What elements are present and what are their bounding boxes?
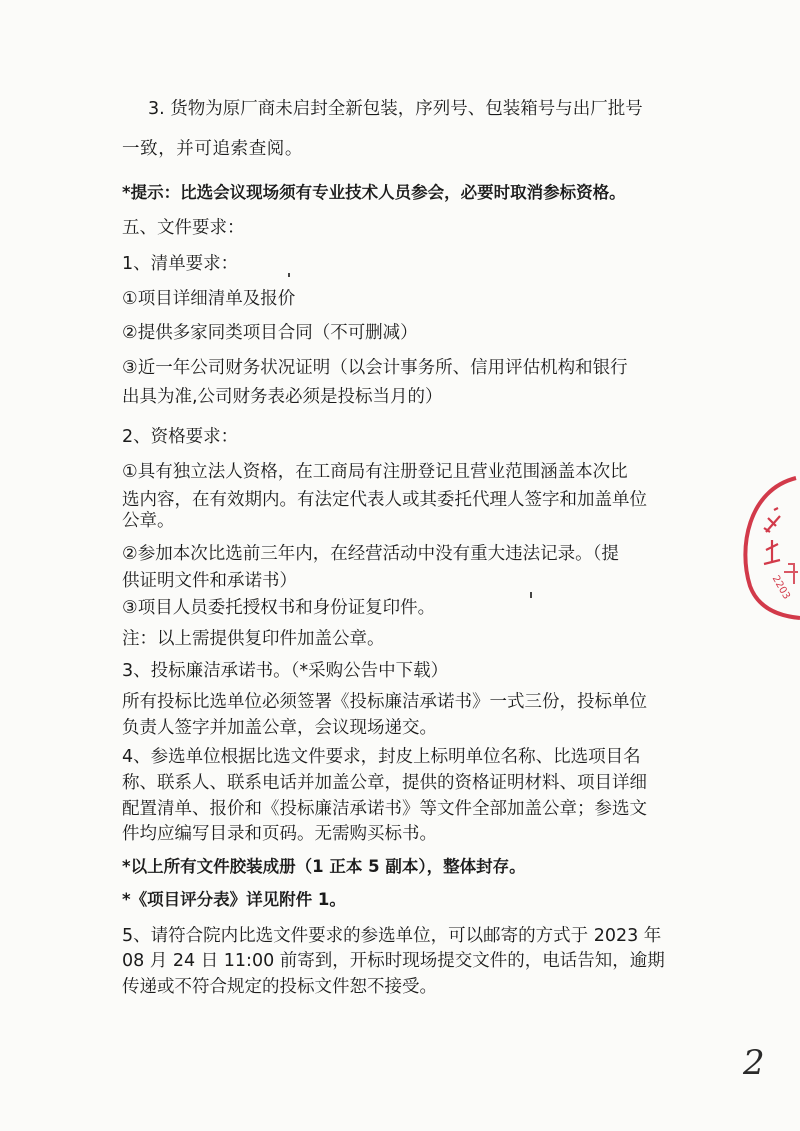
text-line: 选内容，在有效期内。有法定代表人或其委托代理人签字和加盖单位	[122, 490, 647, 510]
page-number: 2	[743, 1043, 765, 1083]
list-item: ②提供多家同类项目合同（不可删减）	[122, 323, 418, 343]
list-item: ③近一年公司财务状况证明（以会计事务所、信用评估机构和银行	[122, 358, 628, 378]
text-line: 供证明文件和承诺书）	[122, 571, 297, 591]
note-line: 注：以上需提供复印件加盖公章。	[122, 629, 385, 649]
subsection-heading: 4、参选单位根据比选文件要求，封皮上标明单位名称、比选项目名	[122, 747, 641, 767]
text-line: 出具为准,公司财务表必须是投标当月的）	[122, 387, 443, 407]
subsection-heading: 1、清单要求：	[122, 254, 239, 274]
scan-speck	[530, 592, 532, 598]
text-line: 配置清单、报价和《投标廉洁承诺书》等文件全部加盖公章；参选文	[122, 799, 647, 819]
list-item: ①项目详细清单及报价	[122, 289, 296, 309]
subsection-heading: 5、请符合院内比选文件要求的参选单位，可以邮寄的方式于 2023 年	[122, 926, 662, 946]
section-heading: 五、文件要求：	[122, 218, 245, 238]
official-seal-stamp	[738, 468, 800, 618]
list-item: ③项目人员委托授权书和身份证复印件。	[122, 598, 436, 618]
text-line: 负责人签字并加盖公章，会议现场递交。	[122, 718, 437, 738]
scan-speck	[288, 273, 290, 277]
subsection-heading: 3、投标廉洁承诺书。（*采购公告中下载）	[122, 661, 449, 681]
seal-date: 2203	[769, 573, 792, 602]
emphasis-line: *以上所有文件胶装成册（1 正本 5 副本），整体封存。	[122, 857, 526, 876]
text-line: 件均应编写目录和页码。无需购买标书。	[122, 824, 437, 844]
text-line: 所有投标比选单位必须签署《投标廉洁承诺书》一式三份，投标单位	[122, 692, 647, 712]
text-line: 3. 货物为原厂商未启封全新包装，序列号、包装箱号与出厂批号	[148, 99, 643, 119]
list-item: ②参加本次比选前三年内，在经营活动中没有重大违法记录。（提	[122, 544, 619, 564]
emphasis-line: *《项目评分表》详见附件 1。	[122, 890, 346, 909]
text-line: 传递或不符合规定的投标文件恕不接受。	[122, 977, 437, 997]
subsection-heading: 2、资格要求：	[122, 427, 239, 447]
notice-line: *提示：比选会议现场须有专业技术人员参会，必要时取消参标资格。	[122, 183, 626, 202]
list-item: ①具有独立法人资格，在工商局有注册登记且营业范围涵盖本次比	[122, 462, 628, 482]
text-line: 公章。	[122, 511, 175, 531]
text-line: 08 月 24 日 11:00 前寄到，开标时现场提交文件的，电话告知，逾期	[122, 951, 665, 971]
text-line: 称、联系人、联系电话并加盖公章，提供的资格证明材料、项目详细	[122, 773, 647, 793]
text-line: 一致，并可追索查阅。	[122, 139, 303, 159]
